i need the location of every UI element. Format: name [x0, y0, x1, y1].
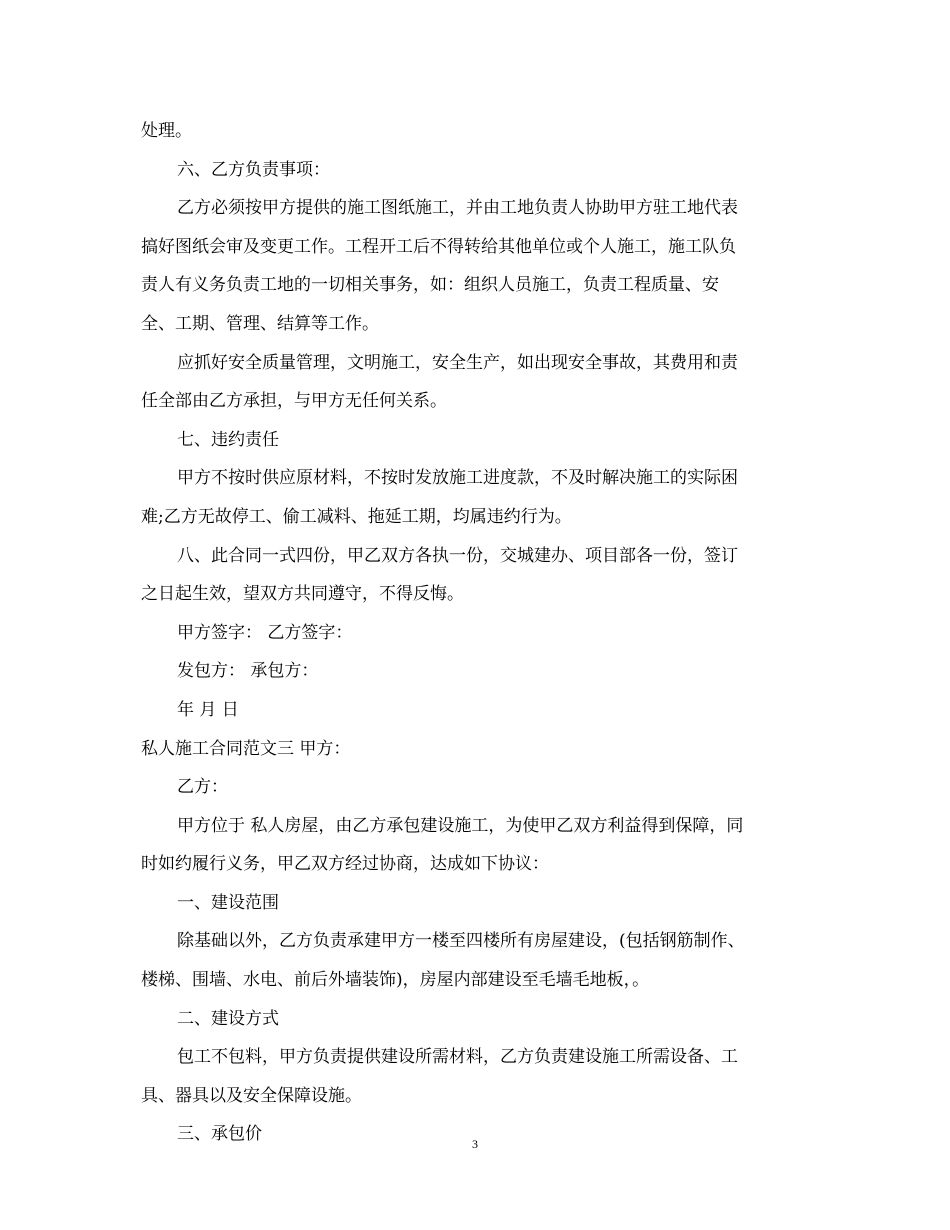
text-line: 发包方： 承包方： — [177, 661, 319, 682]
text-line: 任全部由乙方承担，与甲方无任何关系。 — [141, 391, 447, 412]
text-line: 二、建设方式 — [177, 1008, 279, 1029]
text-line: 私人施工合同范文三 甲方： — [141, 738, 351, 759]
page-number: 3 — [472, 1137, 478, 1151]
text-line: 年 月 日 — [177, 699, 239, 720]
text-line: 处理。 — [141, 121, 192, 141]
text-line: 乙方： — [177, 777, 228, 798]
text-line: 六、乙方负责事项： — [177, 159, 330, 180]
document-body — [141, 112, 805, 1154]
text-line: 楼梯、围墙、水电、前后外墙装饰)，房屋内部建设至毛墙毛地板，。 — [141, 970, 650, 991]
text-line: 甲方签字： 乙方签字： — [177, 622, 353, 643]
text-line: 除基础以外，乙方负责承建甲方一楼至四楼所有房屋建设，(包括钢筋制作、 — [177, 931, 745, 952]
text-line: 甲方位于 私人房屋，由乙方承包建设施工，为使甲乙双方利益得到保障，同 — [177, 815, 744, 836]
text-line: 全、工期、管理、结算等工作。 — [141, 313, 379, 334]
text-line: 七、违约责任 — [177, 429, 279, 450]
text-line: 具、器具以及安全保障设施。 — [141, 1085, 362, 1106]
text-line: 搞好图纸会审及变更工作。工程开工后不得转给其他单位或个人施工，施工队负 — [141, 236, 736, 257]
text-line: 责人有义务负责工地的一切相关事务，如：组织人员施工，负责工程质量、安 — [141, 275, 719, 296]
text-line: 一、建设范围 — [177, 892, 279, 913]
text-line: 之日起生效，望双方共同遵守，不得反悔。 — [141, 584, 464, 605]
text-line: 应抓好安全质量管理，文明施工，安全生产，如出现安全事故，其费用和责 — [177, 352, 738, 373]
text-line: 乙方必须按甲方提供的施工图纸施工，并由工地负责人协助甲方驻工地代表 — [177, 198, 738, 219]
text-line: 三、承包价 — [177, 1124, 262, 1145]
text-line: 甲方不按时供应原材料，不按时发放施工进度款，不及时解决施工的实际困 — [177, 468, 738, 489]
text-line: 难;乙方无故停工、偷工减料、拖延工期，均属违约行为。 — [141, 506, 572, 527]
text-line: 八、此合同一式四份，甲乙双方各执一份，交城建办、项目部各一份，签订 — [177, 545, 738, 566]
text-line: 时如约履行义务，甲乙双方经过协商，达成如下协议： — [141, 854, 549, 875]
text-line: 包工不包料，甲方负责提供建设所需材料，乙方负责建设施工所需设备、工 — [177, 1047, 738, 1068]
